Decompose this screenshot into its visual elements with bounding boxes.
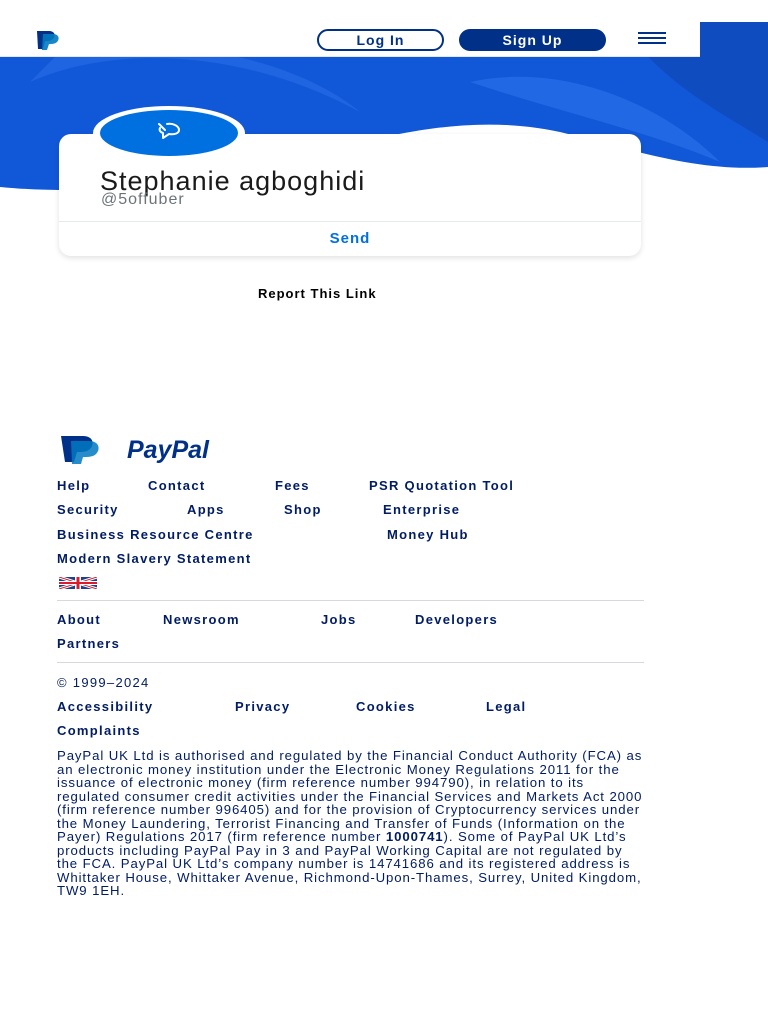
footer-divider xyxy=(57,662,644,663)
footer-link-about[interactable]: About xyxy=(57,612,102,627)
legal-disclaimer xyxy=(57,749,647,898)
footer-divider xyxy=(57,600,644,601)
signup-button[interactable]: Sign Up xyxy=(459,29,606,51)
legal-text-part2: ). Some of PayPal UK Ltd’s products including PayPal Pay in 3 and PayPal Working Capital are not regulated by the FCA. PayPal UK Ltd’s company number is 14741686 and its registered address is Whittaker House, Whittaker Avenue, Richmond-Upon-Thames, Surrey, United Kingdom, TW9 1EH. xyxy=(57,829,642,898)
footer-link-money-hub[interactable]: Money Hub xyxy=(387,527,469,542)
footer-link-partners[interactable]: Partners xyxy=(57,636,121,651)
user-placeholder-icon xyxy=(155,120,183,147)
legal-text-part1: PayPal UK Ltd is authorised and regulated by the Financial Conduct Authority (FCA) as an electronic money institution under the Electronic Money Regulations 2011 for the issuance of electronic money (firm reference number 994790), in relation to its regulated consumer credit activities under the Financial Services and Markets Act 2000 (firm reference number 996405) and for the provision of Cryptocurrency services under the Money Laundering, Terrorist Financing and Transfer of Funds (Information on the Payer) Regulations 2017 (firm reference number xyxy=(57,748,643,844)
paypal-wordmark: PayPal xyxy=(127,436,210,464)
footer-link-shop[interactable]: Shop xyxy=(284,502,322,517)
footer-link-cookies[interactable]: Cookies xyxy=(356,699,416,714)
uk-flag-icon[interactable] xyxy=(59,576,97,588)
send-button[interactable]: Send xyxy=(329,230,371,247)
footer-link-help[interactable]: Help xyxy=(57,478,91,493)
top-header xyxy=(0,22,700,57)
footer-link-security[interactable]: Security xyxy=(57,502,119,517)
footer-link-contact[interactable]: Contact xyxy=(148,478,206,493)
footer-link-apps[interactable]: Apps xyxy=(187,502,225,517)
report-link[interactable]: Report This Link xyxy=(258,286,377,301)
footer-link-accessibility[interactable]: Accessibility xyxy=(57,699,154,714)
legal-firm-number: 1000741 xyxy=(385,829,444,844)
paypal-monogram-icon[interactable] xyxy=(34,30,68,50)
footer-link-business-resource-centre[interactable]: Business Resource Centre xyxy=(57,527,254,542)
paypal-footer-logo[interactable] xyxy=(57,434,307,464)
profile-handle: @5offuber xyxy=(101,191,185,208)
avatar xyxy=(100,110,238,156)
login-button[interactable]: Log In xyxy=(317,29,444,51)
card-divider xyxy=(59,221,641,222)
footer-link-developers[interactable]: Developers xyxy=(415,612,499,627)
footer-link-newsroom[interactable]: Newsroom xyxy=(163,612,240,627)
copyright: © 1999–2024 xyxy=(57,675,150,690)
profile-name: Stephanie agboghidi xyxy=(100,166,366,196)
footer-link-fees[interactable]: Fees xyxy=(275,478,310,493)
footer-link-enterprise[interactable]: Enterprise xyxy=(383,502,461,517)
hamburger-menu-icon[interactable] xyxy=(638,32,666,48)
footer-link-privacy[interactable]: Privacy xyxy=(235,699,291,714)
footer-link-complaints[interactable]: Complaints xyxy=(57,723,141,738)
footer-link-modern-slavery-statement[interactable]: Modern Slavery Statement xyxy=(57,551,252,566)
footer-link-legal[interactable]: Legal xyxy=(486,699,527,714)
footer-link-psr-quotation-tool[interactable]: PSR Quotation Tool xyxy=(369,478,515,493)
footer-link-jobs[interactable]: Jobs xyxy=(321,612,357,627)
